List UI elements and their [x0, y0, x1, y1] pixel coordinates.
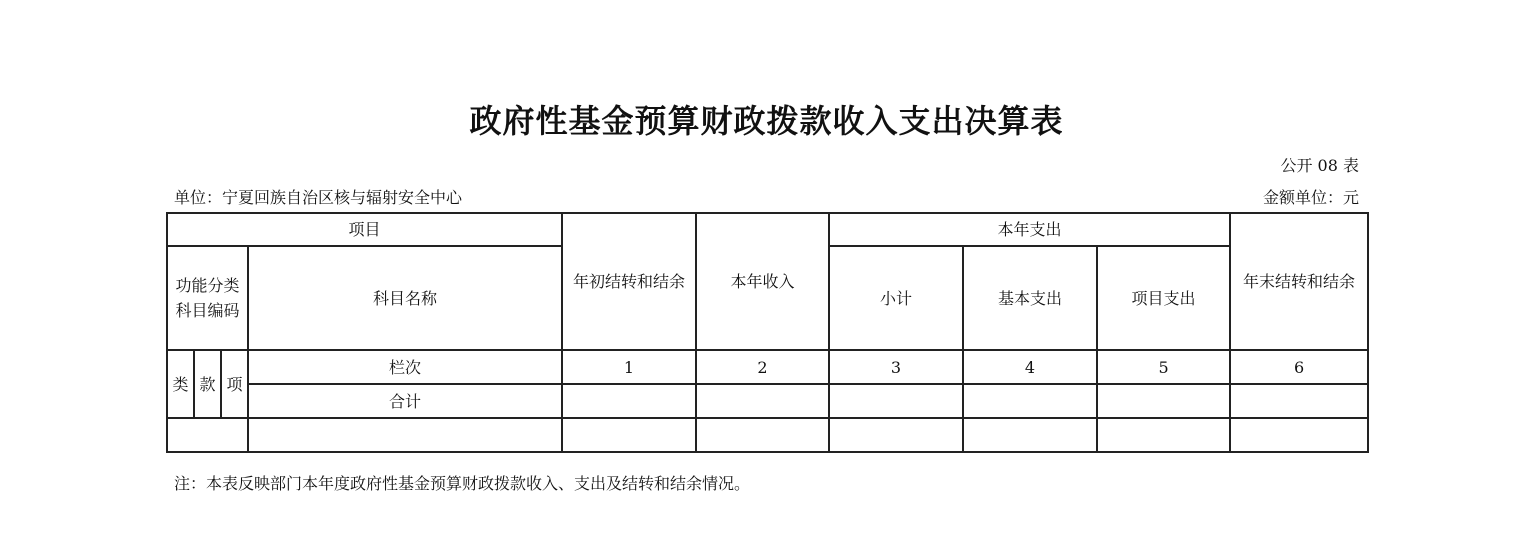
amount-unit-label: 金额单位：元: [1262, 188, 1359, 207]
table-cell: [696, 418, 829, 452]
header-subtotal: 小计: [829, 246, 963, 350]
header-subject-name: 科目名称: [248, 246, 562, 350]
header-project: 项目: [167, 213, 562, 246]
unit-label: 单位：宁夏回族自治区核与辐射安全中心: [174, 188, 463, 207]
table-cell: [562, 384, 696, 418]
header-lei: 类: [167, 350, 194, 418]
header-project-expense: 项目支出: [1097, 246, 1230, 350]
total-label: 合计: [248, 384, 562, 418]
row-index-cell: 6: [1230, 350, 1368, 384]
table-cell: [1097, 384, 1230, 418]
row-index-cell: 3: [829, 350, 963, 384]
header-current-expense: 本年支出: [829, 213, 1230, 246]
table-cell: [963, 418, 1097, 452]
table-cell: [829, 384, 963, 418]
row-index-cell: 1: [562, 350, 696, 384]
header-basic-expense: 基本支出: [963, 246, 1097, 350]
header-kuan: 款: [194, 350, 221, 418]
table-cell: [248, 418, 562, 452]
row-index-label: 栏次: [248, 350, 562, 384]
row-index-cell: 5: [1097, 350, 1230, 384]
table-cell: [696, 384, 829, 418]
table-cell: [1097, 418, 1230, 452]
header-closing-balance: 年末结转和结余: [1230, 213, 1368, 350]
table-cell: [562, 418, 696, 452]
table-cell: [167, 418, 248, 452]
table-cell: [829, 418, 963, 452]
table-row: [167, 350, 1368, 384]
table-cell: [1230, 384, 1368, 418]
header-current-income: 本年收入: [696, 213, 829, 350]
table-row: [167, 418, 1368, 452]
table-row: [167, 384, 1368, 418]
header-func-code: 功能分类科目编码: [167, 246, 248, 350]
budget-table: [166, 212, 1369, 453]
header-opening-balance: 年初结转和结余: [562, 213, 696, 350]
row-index-cell: 4: [963, 350, 1097, 384]
table-cell: [1230, 418, 1368, 452]
page-title: 政府性基金预算财政拨款收入支出决算表: [469, 102, 1064, 140]
header-xiang: 项: [221, 350, 248, 418]
row-index-cell: 2: [696, 350, 829, 384]
footnote: 注：本表反映部门本年度政府性基金预算财政拨款收入、支出及结转和结余情况。: [174, 474, 751, 493]
form-number: 公开 08 表: [1280, 156, 1359, 175]
table-cell: [963, 384, 1097, 418]
